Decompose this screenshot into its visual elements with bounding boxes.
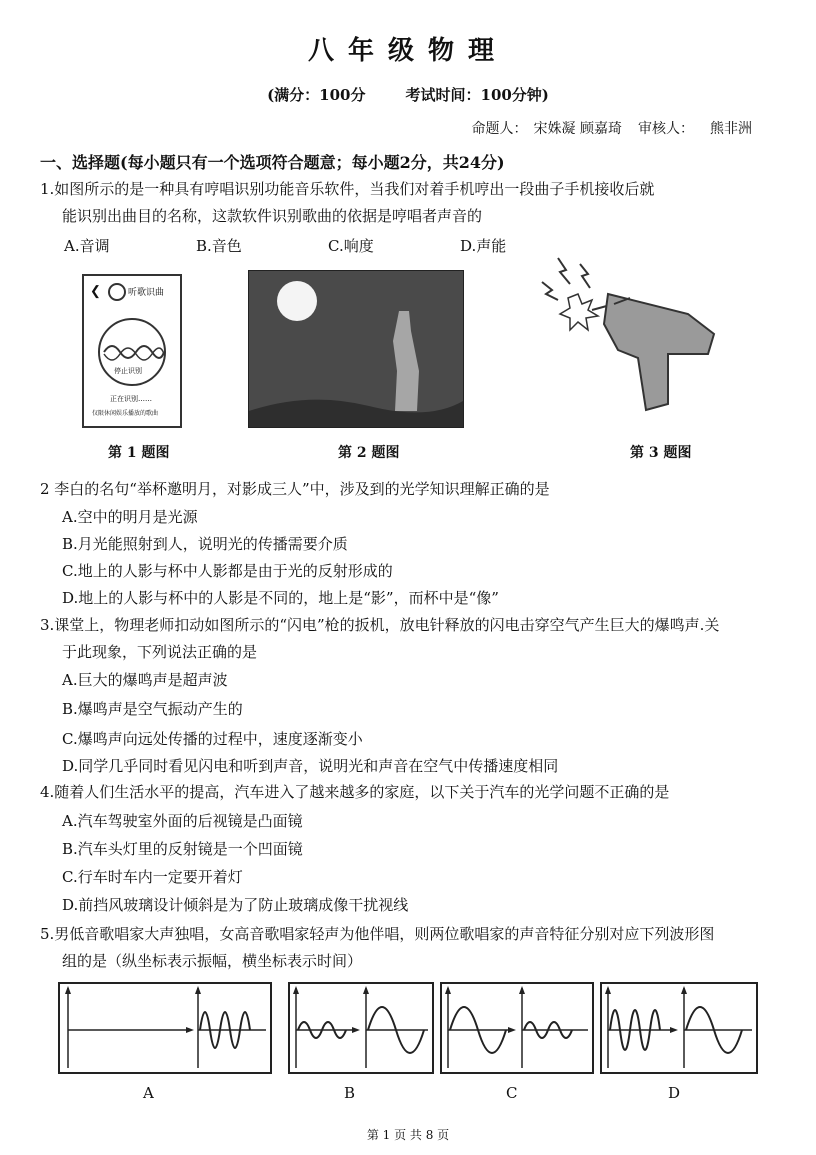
setters: 宋姝凝 顾嘉琦 xyxy=(533,121,622,137)
page-title: 八年级物理 xyxy=(307,36,508,66)
q2-option-d: D.地上的人影与杯中的人影是不同的，地上是“影”，而杯中是“像” xyxy=(62,589,499,607)
reviewer: 熊非洲 xyxy=(710,121,752,137)
waveform-label-b: B xyxy=(344,1084,356,1102)
q5-line2: 组的是（纵坐标表示振幅，横坐标表示时间） xyxy=(62,952,363,970)
figure-3-caption: 第 3 题图 xyxy=(630,445,692,461)
q3-option-b: B.爆鸣声是空气振动产生的 xyxy=(62,700,243,718)
q1-line2: 能识别出曲目的名称，这款软件识别歌曲的依据是哼唱者声音的 xyxy=(62,207,483,225)
hint-text: 仅限休闲娱乐播放的歌曲 xyxy=(92,410,159,417)
figure-2-moonlight-scene xyxy=(248,270,464,428)
q2-option-c: C.地上的人影与杯中人影都是由于光的反射形成的 xyxy=(62,562,393,580)
q3-line2: 于此现象，下列说法正确的是 xyxy=(62,643,258,661)
option: B.音色 xyxy=(196,237,242,255)
figure-2-caption: 第 2 题图 xyxy=(338,445,400,461)
app-title: 听歌识曲 xyxy=(128,288,165,298)
figure-1-phone-app xyxy=(82,274,182,428)
exam-info xyxy=(0,84,816,105)
q4-option-a: A.汽车驾驶室外面的后视镜是凸面镜 xyxy=(62,812,303,830)
gun-body xyxy=(604,294,714,410)
music-logo-icon xyxy=(108,283,126,301)
option: C.响度 xyxy=(328,237,374,255)
option: A.音调 xyxy=(64,237,110,255)
spark-burst-icon xyxy=(560,294,598,330)
q1-options xyxy=(64,235,592,256)
back-arrow-icon: ❮ xyxy=(90,284,101,299)
figure-1-caption: 第 1 题图 xyxy=(108,445,170,461)
q2-stem: 2 李白的名句“举杯邀明月，对影成三人”中，涉及到的光学知识理解正确的是 xyxy=(40,480,550,498)
setter-label: 命题人： xyxy=(471,121,528,137)
q3-option-a: A.巨大的爆鸣声是超声波 xyxy=(62,671,228,689)
stop-label: 停止识别 xyxy=(114,367,142,375)
waveform-label-d: D xyxy=(668,1084,681,1102)
authors-line xyxy=(472,118,752,138)
q2-option-b: B.月光能照射到人，说明光的传播需要介质 xyxy=(62,535,348,553)
figure-3-lightning-gun xyxy=(538,254,724,420)
waveform-label-c: C xyxy=(506,1084,518,1102)
q4-option-b: B.汽车头灯里的反射镜是一个凹面镜 xyxy=(62,840,303,858)
section-heading: 一、选择题(每小题只有一个选项符合题意；每小题2分，共24分) xyxy=(40,153,505,172)
q1-line1: 1.如图所示的是一种具有哼唱识别功能音乐软件，当我们对着手机哼出一段曲子手机接收后就 xyxy=(40,180,655,198)
q3-option-c: C.爆鸣声向远处传播的过程中，速度逐渐变小 xyxy=(62,730,363,748)
q4-option-d: D.前挡风玻璃设计倾斜是为了防止玻璃成像干扰视线 xyxy=(62,896,409,914)
waveform-option-d xyxy=(600,982,758,1074)
waveform-option-b xyxy=(288,982,434,1074)
full-score: (满分：100分 xyxy=(267,86,366,104)
page-footer: 第 1 页 共 8 页 xyxy=(366,1128,450,1142)
q5-line1: 5.男低音歌唱家大声独唱，女高音歌唱家轻声为他伴唱，则两位歌唱家的声音特征分别对应下列波形图 xyxy=(40,925,715,943)
poet-silhouette xyxy=(249,271,463,427)
q4-stem: 4.随着人们生活水平的提高，汽车进入了越来越多的家庭，以下关于汽车的光学问题不正确的是 xyxy=(40,783,670,801)
option: D.声能 xyxy=(460,237,507,255)
lightning-bolt-icon xyxy=(542,258,590,300)
waveform-option-a xyxy=(58,982,272,1074)
exam-time: 考试时间：100分钟) xyxy=(405,86,549,104)
reviewer-label: 审核人： xyxy=(638,121,694,137)
q2-option-a: A.空中的明月是光源 xyxy=(62,508,198,526)
waveform-label-a: A xyxy=(143,1084,154,1102)
q3-line1: 3.课堂上，物理老师扣动如图所示的“闪电”枪的扳机，放电针释放的闪电击穿空气产生巨大的爆鸣声.关 xyxy=(40,616,720,634)
q3-option-d: D.同学几乎同时看见闪电和听到声音，说明光和声音在空气中传播速度相同 xyxy=(62,757,559,775)
status-text: 正在识别…… xyxy=(110,395,152,403)
waveform-option-c xyxy=(440,982,594,1074)
q4-option-c: C.行车时车内一定要开着灯 xyxy=(62,868,243,886)
listening-wave-icon xyxy=(96,316,168,388)
